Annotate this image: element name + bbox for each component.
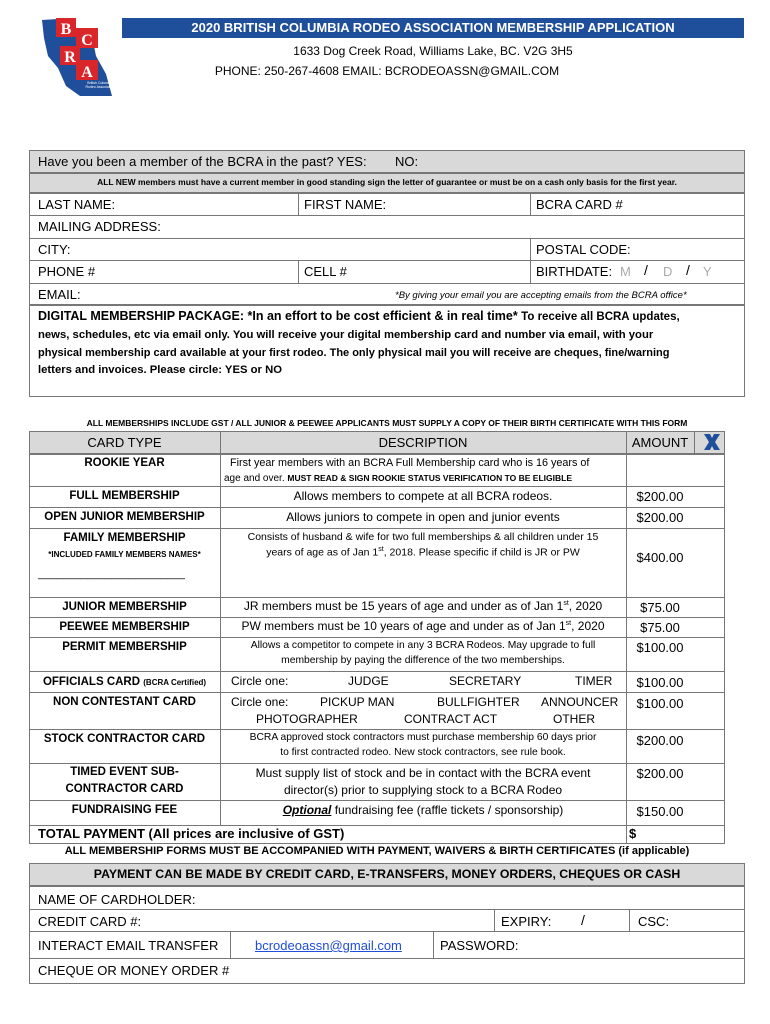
peewee-desc-a: PW members must be 10 years of age and under as of Jan 1 bbox=[241, 619, 566, 633]
birthdate-slash-1: / bbox=[644, 262, 648, 278]
cardholder-name-field[interactable]: NAME OF CARDHOLDER: bbox=[38, 892, 196, 907]
open-junior-desc: Allows juniors to compete in open and junior events bbox=[286, 510, 560, 524]
birthdate-month-placeholder: M bbox=[620, 264, 631, 279]
family-membership-desc-2 bbox=[220, 546, 626, 559]
email-field[interactable]: EMAIL: bbox=[38, 287, 81, 302]
timed-event-desc-2: director(s) prior to supplying stock to a BCRA Rodeo bbox=[283, 783, 563, 797]
family-membership-desc-1: Consists of husband & wife for two full memberships & all children under 15 bbox=[247, 531, 599, 543]
permit-membership-desc-2: membership by paying the difference of the two memberships. bbox=[281, 655, 565, 666]
logo-caption-1: British Columbia bbox=[87, 81, 113, 85]
timed-event-type-2: CONTRACTOR CARD bbox=[65, 783, 184, 795]
rookie-year-desc-2a: age and over. bbox=[224, 473, 285, 484]
open-junior-type: OPEN JUNIOR MEMBERSHIP bbox=[44, 511, 205, 523]
interac-password-field[interactable]: PASSWORD: bbox=[440, 938, 519, 953]
bcra-logo bbox=[36, 16, 116, 100]
interac-email-link[interactable]: bcrodeoassn@gmail.com bbox=[255, 938, 402, 953]
officials-option-timer[interactable]: TIMER bbox=[575, 674, 613, 688]
officials-circle-one: Circle one: bbox=[231, 674, 289, 688]
stock-contractor-type: STOCK CONTRACTOR CARD bbox=[43, 733, 206, 745]
gst-birth-certificate-note: ALL MEMBERSHIPS INCLUDE GST / ALL JUNIOR & PEEWEE APPLICANTS MUST SUPPLY A COPY OF THEIR BIRTH CERTIFICATE WITH THIS FORM bbox=[86, 418, 688, 428]
member-question-no[interactable]: NO: bbox=[395, 154, 419, 169]
non-contestant-option-bullfighter[interactable]: BULLFIGHTER bbox=[437, 695, 520, 709]
peewee-membership-type: PEEWEE MEMBERSHIP bbox=[59, 621, 190, 633]
logo-letter-r: R bbox=[64, 49, 76, 66]
timed-event-amount: $200.00 bbox=[636, 766, 684, 781]
permit-membership-amount: $100.00 bbox=[636, 640, 684, 655]
open-junior-amount: $200.00 bbox=[636, 510, 684, 525]
member-info-section bbox=[29, 193, 745, 305]
full-membership-type: FULL MEMBERSHIP bbox=[69, 490, 180, 502]
rookie-year-type: ROOKIE YEAR bbox=[84, 457, 165, 469]
expiry-slash: / bbox=[581, 912, 585, 928]
junior-desc-a: JR members must be 15 years of age and under as of Jan 1 bbox=[243, 599, 564, 613]
peewee-desc-sup: st bbox=[565, 620, 572, 627]
digital-package-line-2: news, schedules, etc via email only. You will receive your digital membership card and number via email, with your bbox=[38, 329, 654, 341]
bcra-card-field[interactable]: BCRA CARD # bbox=[536, 197, 623, 212]
stock-contractor-amount: $200.00 bbox=[636, 733, 684, 748]
rookie-year-desc-2 bbox=[224, 473, 572, 484]
junior-membership-desc bbox=[220, 599, 626, 613]
postal-code-field[interactable]: POSTAL CODE: bbox=[536, 242, 631, 257]
logo-letter-a: A bbox=[81, 64, 93, 81]
officials-option-judge[interactable]: JUDGE bbox=[348, 674, 389, 688]
non-contestant-option-announcer[interactable]: ANNOUNCER bbox=[541, 695, 619, 709]
peewee-membership-amount: $75.00 bbox=[640, 620, 680, 635]
col-amount: AMOUNT bbox=[631, 435, 689, 450]
non-contestant-type: NON CONTESTANT CARD bbox=[53, 696, 196, 708]
last-name-field[interactable]: LAST NAME: bbox=[38, 197, 116, 212]
cell-field[interactable]: CELL # bbox=[304, 264, 347, 279]
credit-card-field[interactable]: CREDIT CARD #: bbox=[38, 914, 142, 929]
cheque-money-order-field[interactable]: CHEQUE OR MONEY ORDER # bbox=[38, 963, 230, 978]
family-desc-2b: , 2018. Please specific if child is JR or PW bbox=[383, 546, 580, 559]
permit-membership-desc-1: Allows a competitor to compete in any 3 BCRA Rodeos. May upgrade to full bbox=[250, 640, 596, 651]
total-payment-amount[interactable]: $ bbox=[629, 826, 637, 841]
junior-membership-type: JUNIOR MEMBERSHIP bbox=[62, 601, 187, 613]
family-desc-2a: years of age as of Jan 1 bbox=[266, 546, 379, 559]
city-field[interactable]: CITY: bbox=[38, 242, 71, 257]
rookie-year-requirement: MUST READ & SIGN ROOKIE STATUS VERIFICATION TO BE ELIGIBLE bbox=[287, 473, 572, 483]
non-contestant-circle-one: Circle one: bbox=[231, 695, 289, 709]
total-payment-label: TOTAL PAYMENT (All prices are inclusive of GST) bbox=[38, 826, 345, 841]
officials-card-label: OFFICIALS CARD bbox=[42, 676, 141, 688]
birthdate-year-placeholder: Y bbox=[703, 264, 712, 279]
form-title: 2020 BRITISH COLUMBIA RODEO ASSOCIATION MEMBERSHIP APPLICATION bbox=[122, 18, 744, 38]
birthdate-field[interactable]: BIRTHDATE: bbox=[536, 264, 613, 279]
full-membership-amount: $200.00 bbox=[636, 489, 684, 504]
expiry-field[interactable]: EXPIRY: bbox=[501, 914, 552, 929]
birthdate-slash-2: / bbox=[686, 262, 690, 278]
first-name-field[interactable]: FIRST NAME: bbox=[304, 197, 387, 212]
peewee-membership-desc bbox=[220, 619, 626, 633]
forms-requirement-note: ALL MEMBERSHIP FORMS MUST BE ACCOMPANIED WITH PAYMENT, WAIVERS & BIRTH CERTIFICATES (if applicable) bbox=[64, 845, 690, 857]
peewee-desc-b: , 2020 bbox=[571, 619, 605, 633]
junior-desc-sup: st bbox=[563, 600, 569, 607]
digital-package-line-3: physical membership card available at your first rodeo. The only physical mail you will receive are cheques, fine/warning bbox=[38, 347, 670, 359]
officials-card-type bbox=[29, 676, 220, 688]
junior-desc-b: , 2020 bbox=[568, 599, 603, 613]
association-address: 1633 Dog Creek Road, Williams Lake, BC. V2G 3H5 bbox=[293, 44, 573, 58]
digital-package-line-1 bbox=[38, 309, 680, 323]
officials-card-certified: (BCRA Certified) bbox=[143, 678, 207, 687]
fundraising-fee-type: FUNDRAISING FEE bbox=[71, 804, 178, 816]
junior-membership-amount: $75.00 bbox=[640, 600, 680, 615]
family-members-names-label: *INCLUDED FAMILY MEMBERS NAMES* bbox=[48, 550, 201, 559]
officials-option-secretary[interactable]: SECRETARY bbox=[449, 674, 522, 688]
fundraising-fee-desc bbox=[220, 803, 626, 817]
permit-membership-type: PERMIT MEMBERSHIP bbox=[62, 641, 187, 653]
family-members-names-blank[interactable]: ________________________ bbox=[38, 568, 185, 580]
phone-field[interactable]: PHONE # bbox=[38, 264, 96, 279]
payment-title: PAYMENT CAN BE MADE BY CREDIT CARD, E-TRANSFERS, MONEY ORDERS, CHEQUES OR CASH bbox=[93, 867, 681, 881]
digital-package-circle-yes-no[interactable]: letters and invoices. Please circle: YES or NO bbox=[38, 364, 283, 376]
csc-field[interactable]: CSC: bbox=[638, 914, 670, 929]
non-contestant-option-contract-act[interactable]: CONTRACT ACT bbox=[404, 712, 498, 726]
email-consent-note: *By giving your email you are accepting emails from the BCRA office* bbox=[395, 290, 687, 301]
timed-event-type-1: TIMED EVENT SUB- bbox=[70, 766, 179, 778]
non-contestant-amount: $100.00 bbox=[636, 696, 684, 711]
col-description: DESCRIPTION bbox=[378, 435, 468, 450]
close-x-icon[interactable] bbox=[702, 433, 722, 456]
member-question-yes[interactable]: Have you been a member of the BCRA in the past? YES: bbox=[38, 154, 367, 169]
officials-card-amount: $100.00 bbox=[636, 675, 684, 690]
stock-contractor-desc-1: BCRA approved stock contractors must purchase membership 60 days prior bbox=[249, 732, 597, 743]
fundraising-optional: Optional bbox=[282, 803, 332, 817]
col-card-type: CARD TYPE bbox=[87, 435, 162, 450]
full-membership-desc: Allows members to compete at all BCRA rodeos. bbox=[293, 489, 553, 503]
non-contestant-option-pickup-man[interactable]: PICKUP MAN bbox=[320, 695, 395, 709]
fundraising-desc-rest: fundraising fee (raffle tickets / sponsorship) bbox=[331, 803, 564, 817]
logo-letter-c: C bbox=[81, 32, 93, 49]
family-membership-type: FAMILY MEMBERSHIP bbox=[63, 532, 186, 544]
non-contestant-option-photographer[interactable]: PHOTOGRAPHER bbox=[256, 712, 358, 726]
timed-event-desc-1: Must supply list of stock and be in contact with the BCRA event bbox=[255, 766, 591, 780]
rookie-year-desc-1: First year members with an BCRA Full Membership card who is 16 years of bbox=[230, 457, 590, 469]
fundraising-fee-amount: $150.00 bbox=[636, 804, 684, 819]
digital-package-title: DIGITAL MEMBERSHIP PACKAGE: *In an effort to be cost efficient & in real time* bbox=[38, 309, 518, 323]
new-members-note: ALL NEW members must have a current member in good standing sign the letter of guarantee or must be on a cash only basis for the first year. bbox=[97, 177, 677, 187]
non-contestant-option-other[interactable]: OTHER bbox=[553, 712, 595, 726]
interac-transfer-label: INTERACT EMAIL TRANSFER bbox=[38, 938, 219, 953]
birthdate-day-placeholder: D bbox=[663, 264, 673, 279]
logo-letter-b: B bbox=[60, 21, 72, 38]
stock-contractor-desc-2: to first contracted rodeo. New stock contractors, see rule book. bbox=[280, 747, 566, 758]
logo-caption-2: Rodeo Association bbox=[85, 85, 115, 89]
association-contact: PHONE: 250-267-4608 EMAIL: BCRODEOASSN@GMAIL.COM bbox=[214, 64, 560, 78]
family-membership-amount: $400.00 bbox=[636, 550, 684, 565]
mailing-address-field[interactable]: MAILING ADDRESS: bbox=[38, 219, 161, 234]
family-desc-2-sup: st bbox=[378, 546, 384, 553]
digital-package-line-1-tail: To receive all BCRA updates, bbox=[521, 311, 680, 323]
